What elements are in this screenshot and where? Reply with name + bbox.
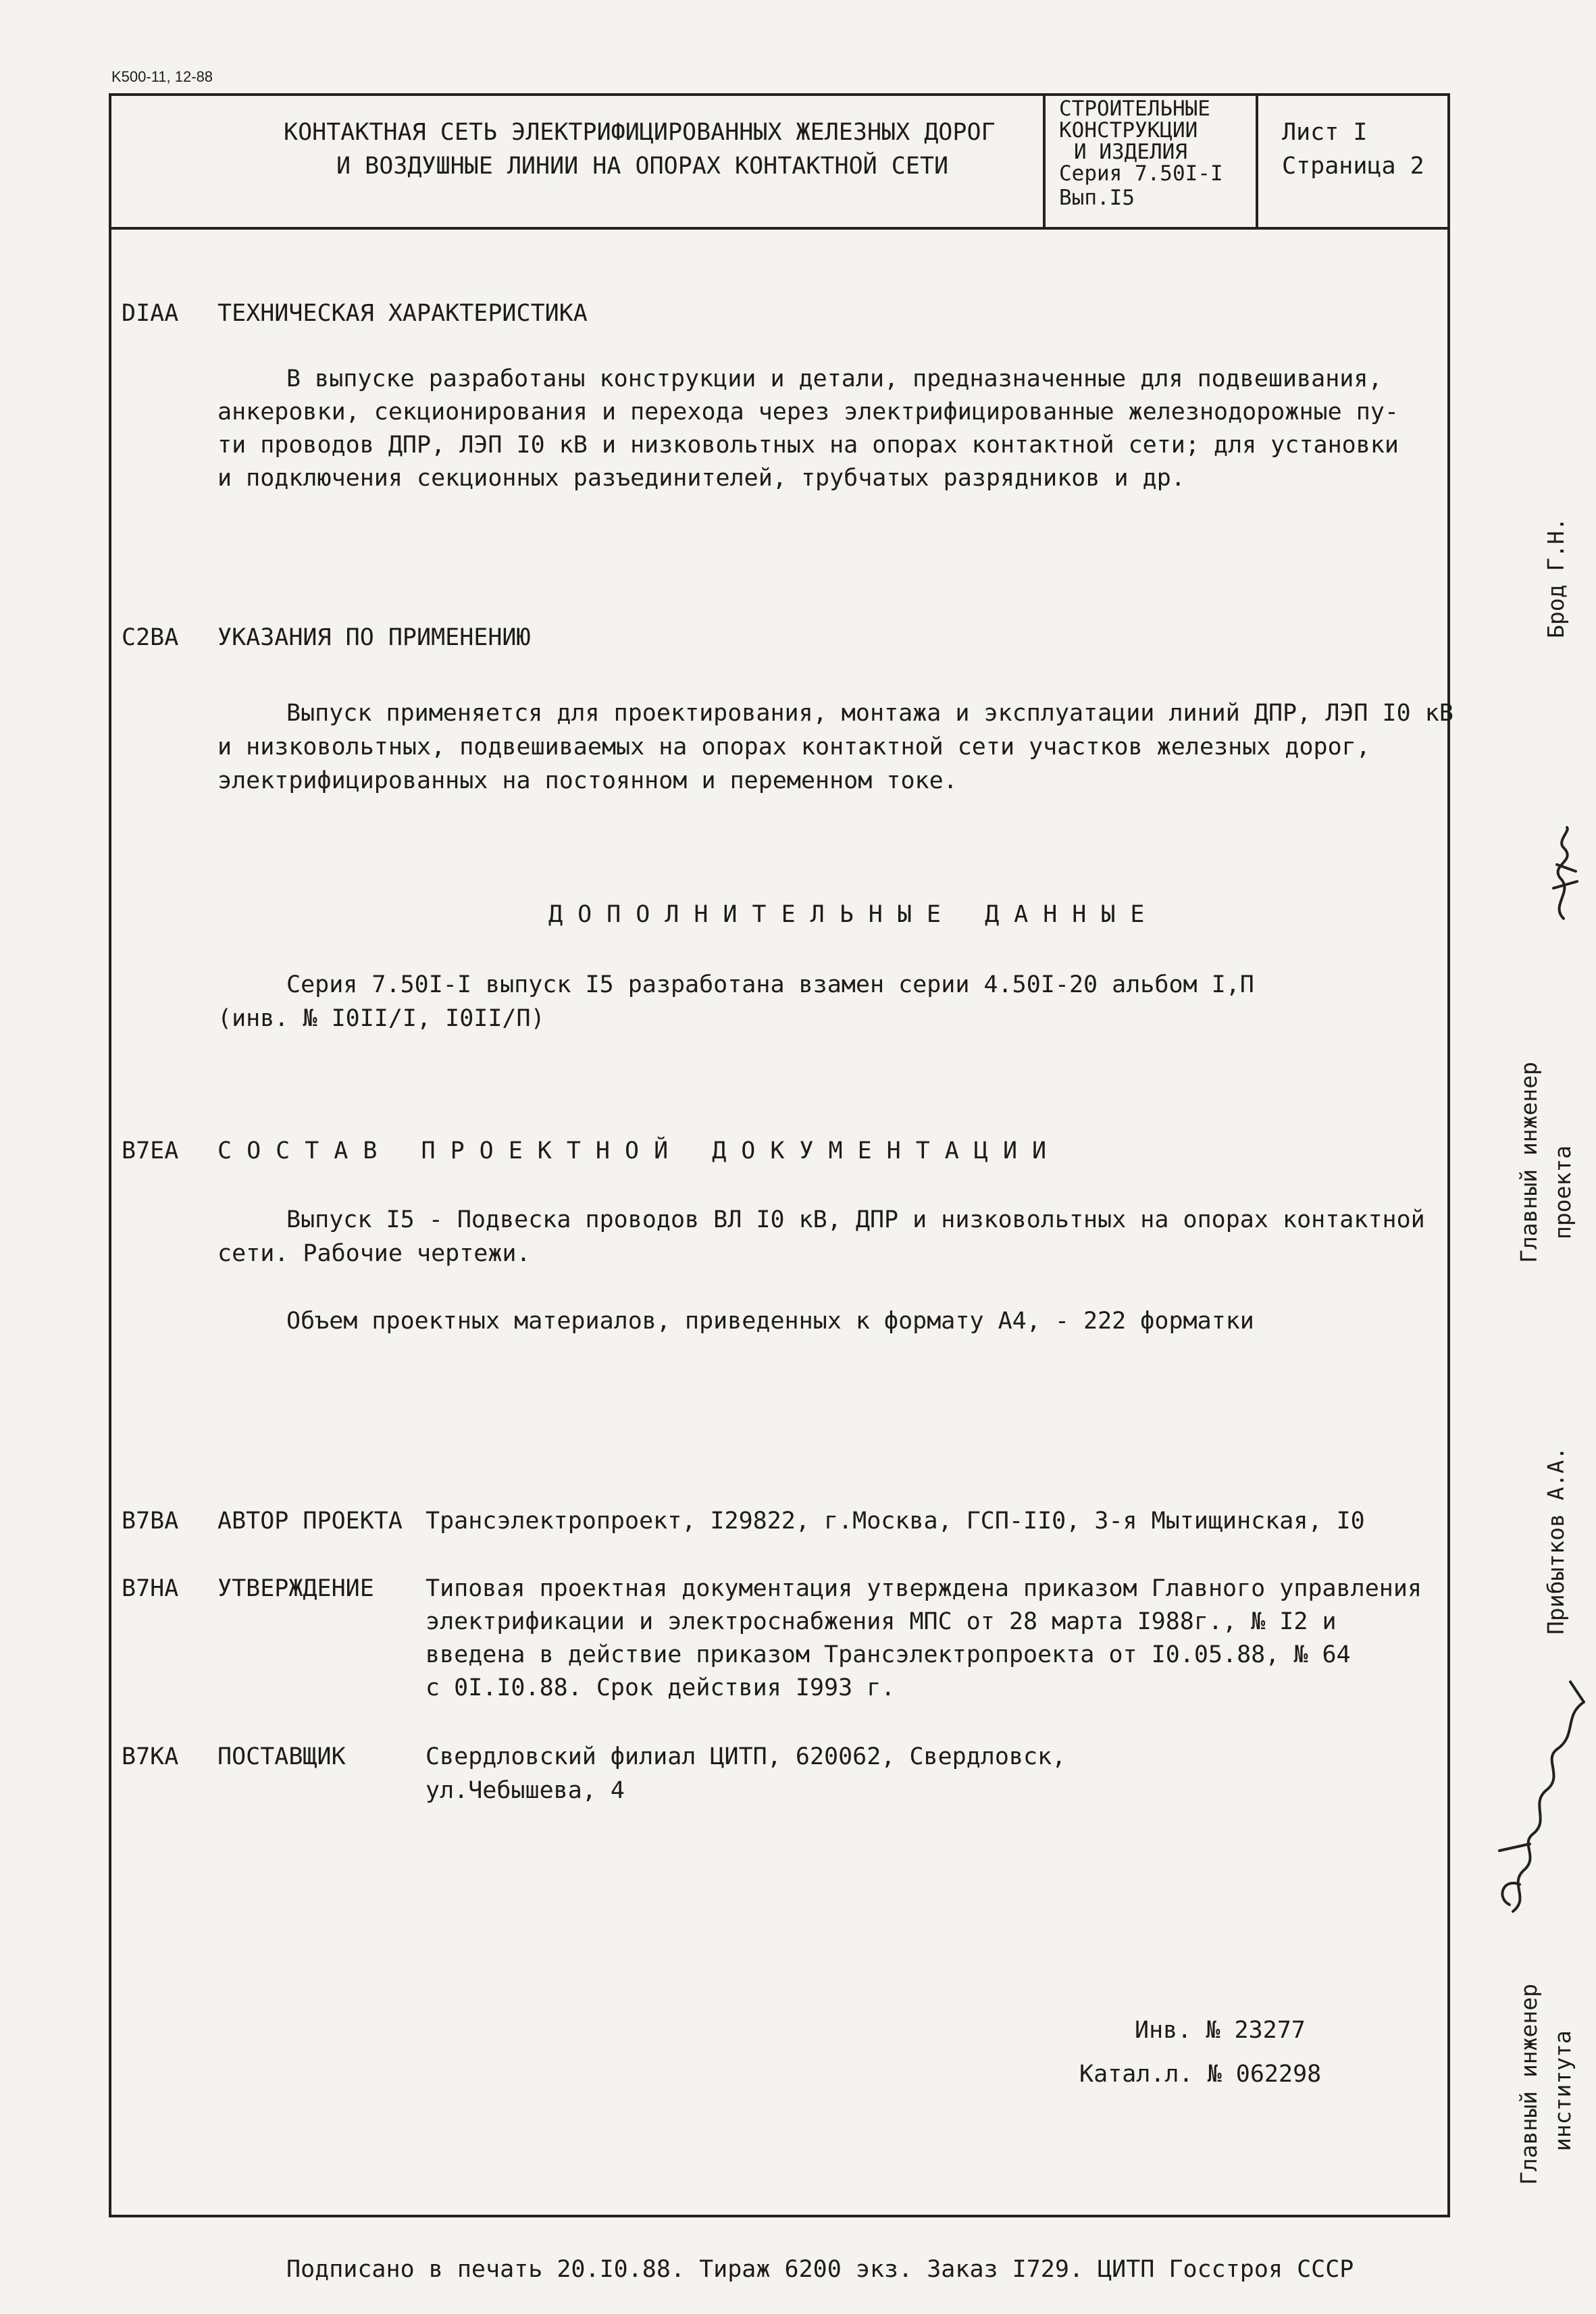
category-line1: СТРОИТЕЛЬНЫЕ [1059,97,1210,121]
signer-role-2-line1: Главный инженер [1516,1983,1542,2185]
paragraph-line: электрифицированных на постоянном и переменном токе. [217,767,958,794]
doc-title-line2: И ВОЗДУШНЫЕ ЛИНИИ НА ОПОРАХ КОНТАКТНОЙ СЕТИ [336,153,949,180]
print-footer: Подписано в печать 20.I0.88. Тираж 6200 экз. Заказ I729. ЦИТП Госстроя СССР [286,2256,1354,2283]
author-text: Трансэлектропроект, I29822, г.Москва, ГСП-II0, 3-я Мытищинская, I0 [426,1508,1365,1535]
paragraph-line: Выпуск применяется для проектирования, монтажа и эксплуатации линий ДПР, ЛЭП I0 кВ [286,700,1453,727]
section-code: B7KA [122,1743,179,1770]
signer-name-2: Прибытков А.А. [1543,1446,1569,1635]
signature-mark-1 [1537,824,1591,925]
section-label: УТВЕРЖДЕНИЕ [217,1575,374,1602]
section-code: B7HA [122,1575,179,1602]
paragraph-line: Выпуск I5 - Подвеска проводов ВЛ I0 кВ, ДПР и низковольтных на опорах контактной [286,1206,1425,1233]
signer-role-1-line1: Главный инженер [1516,1061,1542,1263]
category-line3: И ИЗДЕЛИЯ [1074,140,1187,164]
volume-line: Объем проектных материалов, приведенных к формату А4, - 222 форматки [286,1308,1254,1335]
section-code: B7EA [122,1137,179,1164]
signature-mark-2 [1483,1675,1591,1932]
signer-role-2-line2: института [1549,2030,1576,2151]
section-code: C2BA [122,624,179,651]
form-code: K500-11, 12-88 [111,68,213,85]
paragraph-line: анкеровки, секционирования и перехода через электрифицированные железнодорожные пу- [217,398,1399,426]
paragraph-line: Серия 7.50I-I выпуск I5 разработана взамен серии 4.50I-20 альбом I,П [286,971,1254,998]
section-code: DIAA [122,300,179,327]
section-heading: УКАЗАНИЯ ПО ПРИМЕНЕНИЮ [217,624,531,651]
paragraph-line: В выпуске разработаны конструкции и детали, предназначенные для подвешивания, [286,365,1383,392]
section-label: АВТОР ПРОЕКТА [217,1508,403,1535]
issue-number: Вып.I5 [1059,186,1135,210]
approval-line: введена в действие приказом Трансэлектропроекта от I0.05.88, № 64 [426,1641,1351,1668]
signer-role-1-line2: проекта [1549,1145,1576,1239]
inventory-number: Инв. № 23277 [1135,2017,1306,2044]
series-number: Серия 7.50I-I [1059,161,1223,186]
section-label: ПОСТАВЩИК [217,1743,346,1770]
catalog-number: Катал.л. № 062298 [1079,2061,1322,2088]
section-heading: СОСТАВ ПРОЕКТНОЙ ДОКУМЕНТАЦИИ [217,1137,1062,1164]
approval-line: электрификации и электроснабжения МПС от 28 марта I988г., № I2 и [426,1608,1337,1635]
section-code: B7BA [122,1508,179,1535]
section-heading: ТЕХНИЧЕСКАЯ ХАРАКТЕРИСТИКА [217,300,588,327]
paragraph-line: (инв. № I0II/I, I0II/П) [217,1005,545,1032]
signer-name-1: Брод Г.Н. [1543,517,1569,638]
approval-line: Типовая проектная документация утверждена приказом Главного управления [426,1575,1422,1602]
paragraph-line: сети. Рабочие чертежи. [217,1240,531,1267]
supplier-line: Свердловский филиал ЦИТП, 620062, Свердловск, [426,1743,1066,1770]
paragraph-line: и низковольтных, подвешиваемых на опорах контактной сети участков железных дорог, [217,734,1370,761]
paragraph-line: ти проводов ДПР, ЛЭП I0 кВ и низковольтных на опорах контактной сети; для установки [217,432,1399,459]
doc-title-line1: КОНТАКТНАЯ СЕТЬ ЭЛЕКТРИФИЦИРОВАННЫХ ЖЕЛЕЗНЫХ ДОРОГ [284,119,996,146]
paragraph-line: и подключения секционных разъединителей, трубчатых разрядников и др. [217,465,1185,492]
approval-line: с 0I.I0.88. Срок действия I993 г. [426,1674,896,1701]
sheet-number: Лист I [1282,119,1368,146]
category-line2: КОНСТРУКЦИИ [1059,118,1198,143]
supplier-line: ул.Чебышева, 4 [426,1777,625,1804]
section-heading: ДОПОЛНИТЕЛЬНЫЕ ДАННЫЕ [548,901,1160,928]
page-number: Страница 2 [1282,153,1424,180]
